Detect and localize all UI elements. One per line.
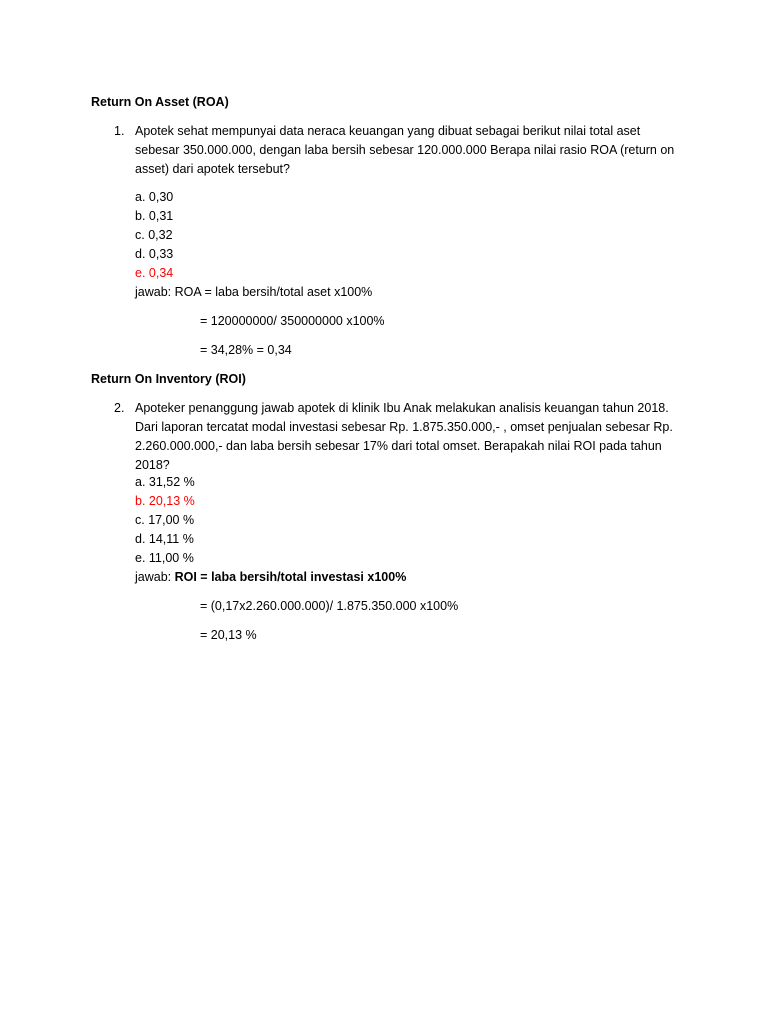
question-1-line-1: Apotek sehat mempunyai data neraca keuangan yang dibuat sebagai berikut nilai total aset bbox=[135, 124, 641, 138]
question-2-option-c: c. 17,00 % bbox=[135, 513, 195, 527]
question-1-option-a: a. 0,30 bbox=[135, 190, 174, 204]
question-2-line-2: Dari laporan tercatat modal investasi sebesar Rp. 1.875.350.000,- , omset penjualan sebesar Rp. bbox=[135, 420, 673, 434]
question-1-options bbox=[135, 188, 173, 283]
question-2-line-3: 2.260.000.000,- dan laba bersih sebesar 17% dari total omset. Berapakah nilai ROI pada tahun bbox=[135, 439, 662, 453]
question-2-calc-step-1: = (0,17x2.260.000.000)/ 1.875.350.000 x100% bbox=[200, 599, 459, 613]
question-number-2: 2. bbox=[114, 401, 125, 415]
question-2-option-e: e. 11,00 % bbox=[135, 551, 194, 565]
question-2-option-b-correct: b. 20,13 % bbox=[135, 494, 195, 508]
question-1-option-d: d. 0,33 bbox=[135, 247, 174, 261]
question-2-option-a: a. 31,52 % bbox=[135, 475, 195, 489]
question-1-answer bbox=[135, 283, 372, 302]
answer-1-prefix: jawab: bbox=[135, 285, 175, 299]
question-1-calc-step-1: = 120000000/ 350000000 x100% bbox=[200, 314, 385, 328]
answer-2-formula: ROI = laba bersih/total investasi x100% bbox=[174, 570, 407, 584]
question-1-calc-step-2: = 34,28% = 0,34 bbox=[200, 343, 292, 357]
question-text-2 bbox=[135, 399, 680, 475]
section-heading-roa: Return On Asset (ROA) bbox=[91, 95, 229, 109]
question-1-line-3: asset) dari apotek tersebut? bbox=[135, 162, 290, 176]
question-2-line-1: Apoteker penanggung jawab apotek di klinik Ibu Anak melakukan analisis keuangan tahun 2018. bbox=[135, 401, 669, 415]
question-2-answer bbox=[135, 568, 406, 587]
question-2-calc-step-2: = 20,13 % bbox=[200, 628, 257, 642]
answer-2-prefix: jawab: bbox=[135, 570, 175, 584]
question-2-line-4: 2018? bbox=[135, 458, 170, 472]
answer-1-formula: ROA = laba bersih/total aset x100% bbox=[174, 285, 373, 299]
question-1-option-e-correct: e. 0,34 bbox=[135, 266, 174, 280]
question-1-option-b: b. 0,31 bbox=[135, 209, 174, 223]
section-heading-roi: Return On Inventory (ROI) bbox=[91, 372, 246, 386]
question-2-option-d: d. 14,11 % bbox=[135, 532, 194, 546]
question-2-options bbox=[135, 473, 195, 568]
question-1-line-2: sebesar 350.000.000, dengan laba bersih sebesar 120.000.000 Berapa nilai rasio ROA (return on bbox=[135, 143, 675, 157]
question-text-1 bbox=[135, 122, 680, 179]
question-1-option-c: c. 0,32 bbox=[135, 228, 173, 242]
question-number-1: 1. bbox=[114, 124, 125, 138]
